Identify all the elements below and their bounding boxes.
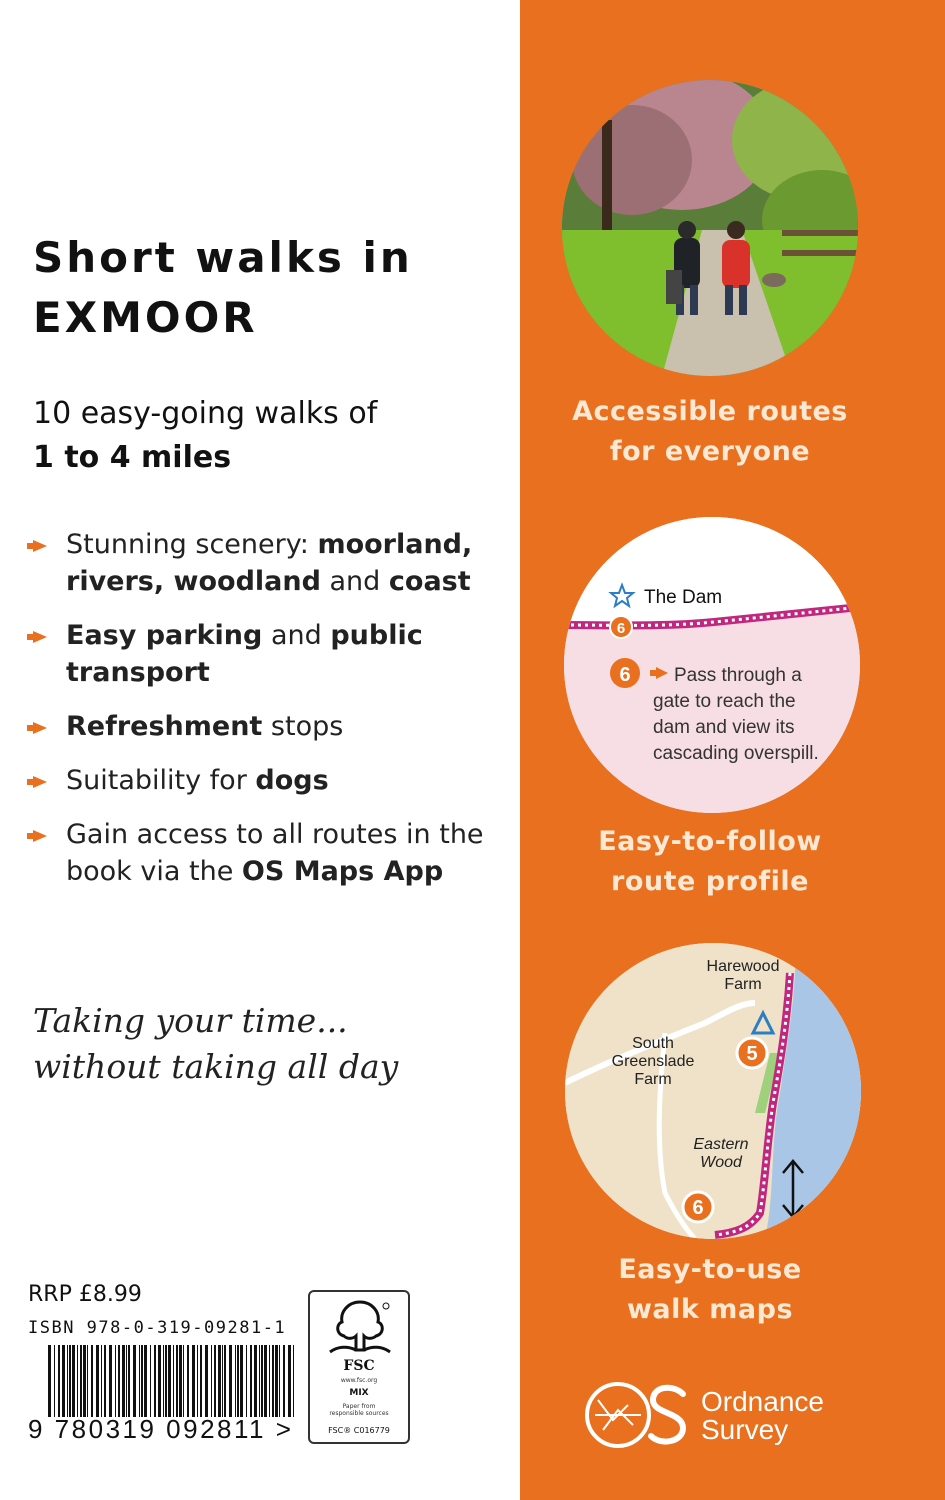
profile-text-line3: dam and view its — [653, 717, 795, 738]
barcode-bar — [154, 1345, 156, 1417]
barcode-bar — [115, 1345, 116, 1417]
barcode-bar — [187, 1345, 189, 1417]
barcode-bar — [80, 1345, 82, 1417]
caption-3-line1: Easy-to-use — [618, 1254, 802, 1285]
barcode-bar — [122, 1345, 125, 1417]
barcode-bar — [235, 1345, 236, 1417]
feature-bullet — [33, 617, 503, 691]
barcode-bar — [272, 1345, 274, 1417]
fsc-url: www.fsc.org — [340, 1377, 378, 1384]
barcode-bar — [264, 1345, 267, 1417]
barcode-bar — [254, 1345, 257, 1417]
barcode-bar — [141, 1345, 143, 1417]
bullet-text-part: stops — [262, 711, 344, 742]
barcode-bar — [150, 1345, 151, 1417]
fsc-code: FSC® C016779 — [328, 1426, 390, 1435]
book-title — [33, 228, 413, 348]
fsc-name: FSC — [343, 1358, 375, 1374]
barcode-bar — [158, 1345, 161, 1417]
barcode-bar — [126, 1345, 127, 1417]
bullet-arrow-icon — [33, 540, 47, 552]
bullet-arrow-icon — [33, 631, 47, 643]
barcode-bar — [72, 1345, 75, 1417]
barcode-bar — [133, 1345, 136, 1417]
barcode-bar — [48, 1345, 51, 1417]
publisher-name — [701, 1388, 824, 1444]
ordnance-survey-logo-icon — [583, 1380, 693, 1450]
feature-caption-maps — [520, 1250, 900, 1330]
barcode-digits: 9 780319 092811 > — [28, 1414, 294, 1444]
barcode-bar — [279, 1345, 280, 1417]
barcode-bar — [139, 1345, 140, 1417]
bullet-text-part: OS Maps App — [241, 856, 444, 887]
barcode-bar — [218, 1345, 221, 1417]
barcode-bar — [197, 1345, 198, 1417]
bullet-arrow-icon — [33, 776, 47, 788]
tagline-line2: without taking all day — [33, 1047, 399, 1086]
profile-place-name: The Dam — [644, 587, 723, 608]
barcode-bar — [288, 1345, 291, 1417]
map-marker-5: 5 — [746, 1043, 758, 1065]
barcode-bar — [118, 1345, 120, 1417]
book-title-line2: EXMOOR — [33, 293, 258, 342]
bullet-text-part: Gain access to all routes in the book via the — [66, 819, 484, 887]
caption-1-line2: for everyone — [609, 436, 811, 467]
map-label-harewood-1: Harewood — [706, 958, 780, 975]
barcode-bar — [275, 1345, 278, 1417]
profile-text-line4: cascading overspill. — [653, 743, 819, 764]
bullet-text-part: moorland, — [317, 529, 473, 560]
map-label-eastern-1: Eastern — [693, 1136, 749, 1153]
bullet-text-part: Stunning scenery: — [66, 529, 318, 560]
barcode-bar — [250, 1345, 252, 1417]
barcode-bar — [54, 1345, 55, 1417]
walk-map-graphic — [565, 943, 861, 1239]
tagline — [33, 998, 398, 1090]
barcode-bar — [165, 1345, 167, 1417]
feature-bullet-list — [33, 526, 503, 907]
profile-track-marker: 6 — [616, 620, 626, 637]
route-profile-sample — [564, 517, 860, 813]
barcode-bar — [200, 1345, 202, 1417]
caption-2-line2: route profile — [611, 866, 809, 897]
bullet-arrow-icon — [33, 830, 47, 842]
profile-step-marker: 6 — [619, 664, 631, 686]
barcode-bar — [211, 1345, 212, 1417]
barcode-bar — [269, 1345, 270, 1417]
caption-2-line1: Easy-to-follow — [598, 826, 822, 857]
walk-map-sample — [565, 943, 861, 1239]
barcode-bar — [173, 1345, 174, 1417]
barcode-bar — [87, 1345, 88, 1417]
map-label-south-3: Farm — [634, 1071, 672, 1088]
barcode-bar — [179, 1345, 182, 1417]
fsc-mix: MIX — [349, 1388, 369, 1398]
barcode-bar — [229, 1345, 232, 1417]
barcode-bar — [246, 1345, 247, 1417]
book-subtitle — [33, 392, 377, 480]
fsc-tree-icon — [326, 1298, 394, 1356]
walkers-photo — [562, 80, 858, 376]
bullet-text-part: Refreshment — [66, 711, 263, 742]
bullet-text-part: Suitability for — [66, 765, 256, 796]
bullet-text-part: dogs — [255, 765, 329, 796]
fsc-paper-line2: responsible sources — [329, 1410, 389, 1417]
map-label-eastern-2: Wood — [700, 1154, 742, 1171]
feature-bullet — [33, 526, 503, 600]
barcode-bar — [283, 1345, 285, 1417]
barcode-bar — [168, 1345, 171, 1417]
fsc-paper-text — [310, 1403, 408, 1417]
feature-caption-accessible — [520, 392, 900, 472]
map-marker-6: 6 — [692, 1197, 704, 1219]
feature-bullet — [33, 708, 503, 745]
barcode-bar — [58, 1345, 60, 1417]
publisher-line2: Survey — [701, 1414, 789, 1445]
barcode-bar — [91, 1345, 93, 1417]
feature-bullet — [33, 762, 503, 799]
barcode-bar — [224, 1345, 226, 1417]
caption-3-line2: walk maps — [626, 1294, 794, 1325]
subtitle-line2: 1 to 4 miles — [33, 440, 232, 475]
bullet-text-part: public transport — [66, 620, 423, 688]
barcode-bar — [176, 1345, 178, 1417]
barcode-bar — [104, 1345, 106, 1417]
barcode-bar — [240, 1345, 243, 1417]
profile-text-line2: gate to reach the — [653, 691, 796, 712]
barcode-bar — [259, 1345, 260, 1417]
barcode-bar — [101, 1345, 102, 1417]
bullet-text-part: and — [262, 620, 331, 651]
feature-bullet — [33, 816, 503, 890]
bullet-text-part: Easy parking — [66, 620, 263, 651]
barcode-bar — [214, 1345, 216, 1417]
feature-caption-profile — [520, 822, 900, 902]
barcode-bar — [144, 1345, 147, 1417]
fsc-certification-badge — [308, 1290, 410, 1444]
book-title-line1: Short walks in — [33, 233, 413, 282]
barcode-bar — [205, 1345, 208, 1417]
barcode-bar — [222, 1345, 223, 1417]
barcode-bar — [77, 1345, 78, 1417]
route-profile-graphic — [564, 517, 860, 813]
barcode-bar — [128, 1345, 130, 1417]
bullet-text-part: and — [320, 566, 389, 597]
barcode — [48, 1345, 298, 1417]
price-label: RRP £8.99 — [28, 1282, 142, 1307]
barcode-bar — [192, 1345, 195, 1417]
profile-text-line1: Pass through a — [674, 665, 802, 686]
barcode-bar — [62, 1345, 65, 1417]
map-label-harewood-2: Farm — [724, 976, 762, 993]
map-label-south-1: South — [632, 1035, 674, 1052]
caption-1-line1: Accessible routes — [572, 396, 848, 427]
barcode-bar — [237, 1345, 239, 1417]
map-label-south-2: Greenslade — [611, 1053, 695, 1070]
barcode-bar — [163, 1345, 164, 1417]
isbn-label: ISBN 978-0-319-09281-1 — [28, 1318, 287, 1338]
barcode-bar — [261, 1345, 263, 1417]
tagline-line1: Taking your time... — [33, 1001, 348, 1040]
publisher-line1: Ordnance — [701, 1386, 824, 1417]
bullet-text-part: rivers, woodland — [66, 566, 321, 597]
walkers-illustration — [562, 80, 858, 376]
barcode-bar — [293, 1345, 294, 1417]
barcode-bar — [96, 1345, 99, 1417]
barcode-bar — [67, 1345, 68, 1417]
barcode-bar — [183, 1345, 184, 1417]
bullet-arrow-icon — [33, 722, 47, 734]
bullet-text-part: coast — [388, 566, 471, 597]
barcode-bar — [109, 1345, 112, 1417]
barcode-bar — [69, 1345, 71, 1417]
barcode-bar — [83, 1345, 86, 1417]
fsc-paper-line1: Paper from — [342, 1403, 376, 1410]
subtitle-line1: 10 easy-going walks of — [33, 396, 378, 431]
